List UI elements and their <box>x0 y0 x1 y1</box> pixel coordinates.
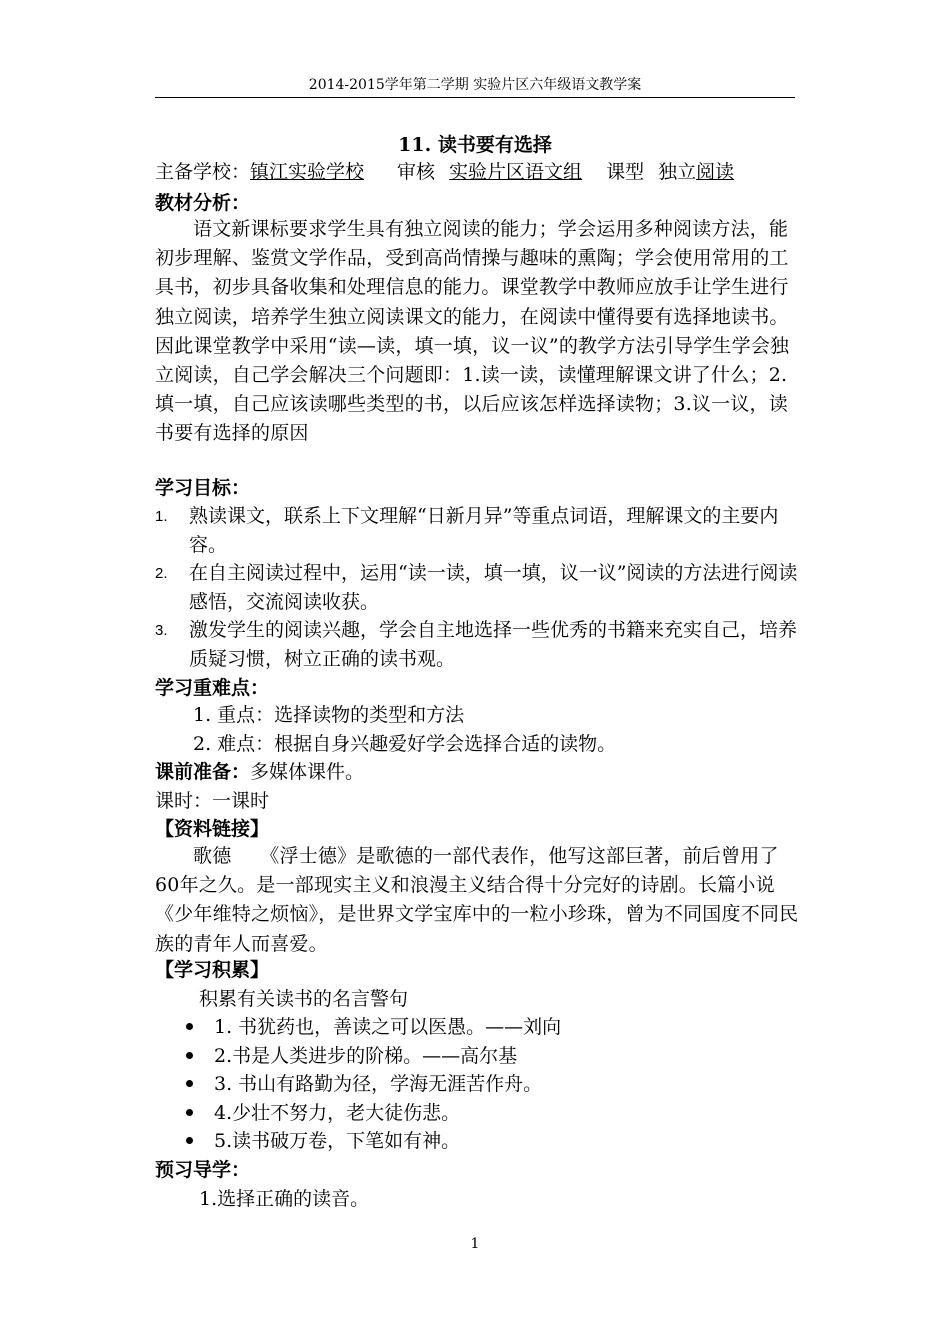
difficulty-item: 1. 重点：选择读物的类型和方法 <box>193 704 465 726</box>
quote-text: 3. 书山有路勤为径，学海无涯苦作舟。 <box>214 1073 543 1095</box>
page-number: 1 <box>470 1236 480 1252</box>
bullet-icon <box>186 1052 193 1059</box>
objective-text: 在自主阅读过程中，运用“读一读，填一填，议一议”阅读的方法进行阅读感悟，交流阅读收获。 <box>189 562 798 614</box>
objective-item <box>155 559 800 617</box>
preview-item: 1.选择正确的读音。 <box>199 1188 370 1210</box>
quote-item <box>186 1015 561 1039</box>
prep-label: 课前准备： <box>155 761 251 783</box>
preview-heading: 预习导学： <box>155 1159 251 1181</box>
objective-number: 2. <box>155 565 168 582</box>
resources-text: 歌德 《浮士德》是歌德的一部代表作，他写这部巨著，前后曾用了60年之久。是一部现实主义和浪漫主义结合得十分完好的诗剧。长篇小说《少年维特之烦恼》，是世界文学宝库中的一粒小珍珠，曾为不同国度不同民族的青年人而喜爱。 <box>155 845 799 955</box>
type-value-underlined: 阅读 <box>696 161 735 183</box>
objective-item <box>155 502 800 560</box>
lesson-title: 11. 读书要有选择 <box>398 134 552 156</box>
difficulties-heading: 学习重难点： <box>155 677 270 699</box>
objective-text: 熟读课文，联系上下文理解“日新月异”等重点词语，理解课文的主要内容。 <box>189 505 779 557</box>
quote-text: 5.读书破万卷，下笔如有神。 <box>214 1130 461 1152</box>
hours-line: 课时：一课时 <box>155 790 270 812</box>
objective-item <box>155 616 800 674</box>
quote-text: 1. 书犹药也，善读之可以医愚。——刘向 <box>214 1016 562 1038</box>
type-value: 独立 <box>658 161 697 183</box>
type-label: 课型 <box>606 161 645 183</box>
accumulation-intro: 积累有关读书的名言警句 <box>199 988 409 1010</box>
bullet-icon <box>186 1109 193 1116</box>
quote-item <box>186 1101 460 1125</box>
meta-line <box>155 160 734 184</box>
objectives-heading: 学习目标： <box>155 477 251 499</box>
analysis-heading: 教材分析： <box>155 192 251 214</box>
bullet-icon <box>186 1080 193 1087</box>
bullet-icon <box>186 1137 193 1144</box>
objective-number: 1. <box>155 508 168 525</box>
quote-text: 4.少壮不努力，老大徒伤悲。 <box>214 1102 461 1124</box>
bullet-icon <box>186 1023 193 1030</box>
quote-text: 2.书是人类进步的阶梯。——高尔基 <box>214 1045 518 1067</box>
quote-item <box>186 1129 460 1153</box>
prep-value: 多媒体课件。 <box>250 761 365 783</box>
prep-line <box>155 760 364 784</box>
page-header: 2014-2015学年第二学期 实验片区六年级语文教学案 <box>308 77 642 93</box>
quote-item <box>186 1072 542 1096</box>
review-value: 实验片区语文组 <box>449 161 583 183</box>
difficulty-item: 2. 难点：根据自身兴趣爱好学会选择合适的读物。 <box>193 733 617 755</box>
accumulation-heading: 【学习积累】 <box>155 959 270 981</box>
school-label: 主备学校： <box>155 161 251 183</box>
school-value: 镇江实验学校 <box>250 161 365 183</box>
objective-number: 3. <box>155 622 168 639</box>
resources-heading: 【资料链接】 <box>155 818 270 840</box>
review-label: 审核 <box>397 161 436 183</box>
header-rule <box>155 97 795 98</box>
objective-text: 激发学生的阅读兴趣，学会自主地选择一些优秀的书籍来充实自己，培养质疑习惯，树立正确的读书观。 <box>189 619 798 671</box>
analysis-text: 语文新课标要求学生具有独立阅读的能力；学会运用多种阅读方法，能初步理解、鉴赏文学作品，受到高尚情操与趣味的熏陶；学会使用常用的工具书，初步具备收集和处理信息的能力。课堂教学中教师应放手让学生进行独立阅读，培养学生独立阅读课文的能力，在阅读中懂得要有选择地读书。因此课堂教学中采用“读—读，填一填，议一议”的教学方法引导学生学会独立阅读，自己学会解决三个问题即：1.读一读，读懂理解课文讲了什么；2.填一填，自己应该读哪些类型的书，以后应该怎样选择读物；3.议一议，读书要有选择的原因 <box>155 218 790 445</box>
quote-item <box>186 1044 517 1068</box>
